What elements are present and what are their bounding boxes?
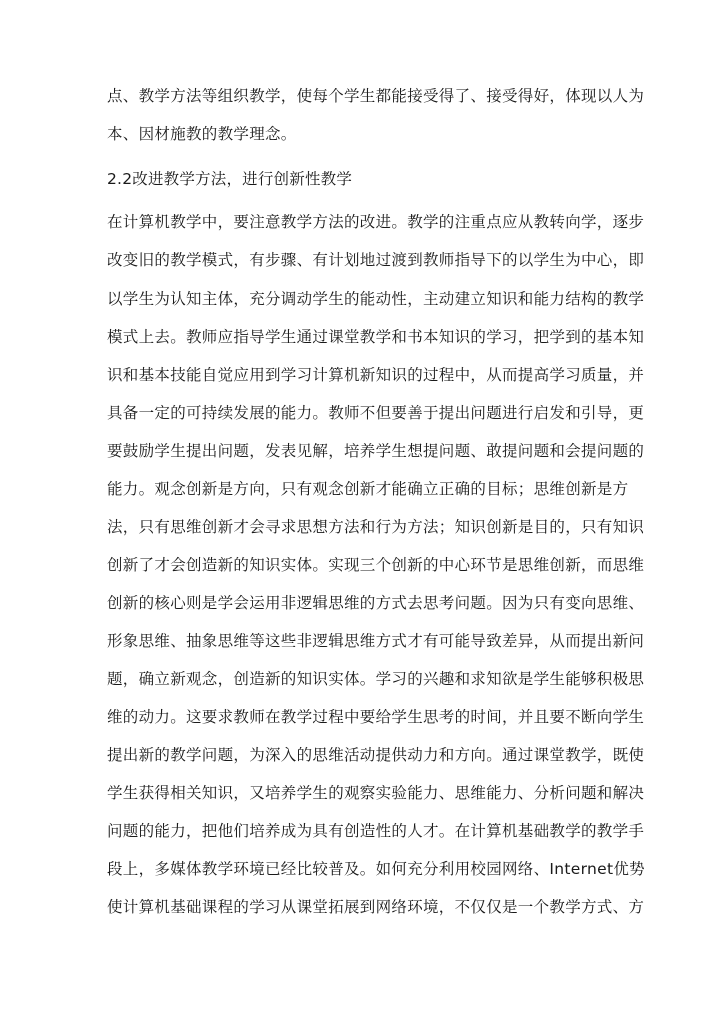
text-line: 提出新的教学问题，为深入的思维活动提供动力和方向。通过课堂教学，既使 bbox=[107, 746, 645, 764]
text-line: 模式上去。教师应指导学生通过课堂教学和书本知识的学习，把学到的基本知 bbox=[107, 328, 645, 346]
text-line: 维的动力。这要求教师在教学过程中要给学生思考的时间，并且要不断向学生 bbox=[107, 708, 645, 726]
text-line: 使计算机基础课程的学习从课堂拓展到网络环境，不仅仅是一个教学方式、方 bbox=[107, 898, 645, 916]
text-line: 题，确立新观念，创造新的知识实体。学习的兴趣和求知欲是学生能够积极思 bbox=[107, 670, 645, 688]
text-line: 要鼓励学生提出问题，发表见解，培养学生想提问题、敢提问题和会提问题的 bbox=[107, 442, 645, 460]
text-line: 具备一定的可持续发展的能力。教师不但要善于提出问题进行启发和引导，更 bbox=[107, 404, 645, 422]
text-line: 形象思维、抽象思维等这些非逻辑思维方式才有可能导致差异，从而提出新问 bbox=[107, 632, 645, 650]
text-line: 改变旧的教学模式，有步骤、有计划地过渡到教师指导下的以学生为中心，即 bbox=[107, 251, 645, 269]
text-line: 法，只有思维创新才会寻求思想方法和行为方法；知识创新是目的，只有知识 bbox=[107, 518, 645, 536]
text-line: 创新的核心则是学会运用非逻辑思维的方式去思考问题。因为只有变向思维、 bbox=[107, 594, 645, 612]
text-line: 识和基本技能自觉应用到学习计算机新知识的过程中，从而提高学习质量，并 bbox=[107, 366, 645, 384]
text-line: 学生获得相关知识，又培养学生的观察实验能力、思维能力、分析问题和解决 bbox=[107, 784, 645, 802]
section-heading: 2.2改进教学方法，进行创新性教学 bbox=[107, 170, 353, 188]
text-line: 在计算机教学中，要注意教学方法的改进。教学的注重点应从教转向学，逐步 bbox=[107, 213, 645, 231]
text-line: 点、教学方法等组织教学，使每个学生都能接受得了、接受得好，体现以人为 bbox=[107, 87, 645, 105]
text-line: 创新了才会创造新的知识实体。实现三个创新的中心环节是思维创新，而思维 bbox=[107, 556, 645, 574]
text-line: 以学生为认知主体，充分调动学生的能动性，主动建立知识和能力结构的教学 bbox=[107, 290, 645, 308]
text-line: 本、因材施教的教学理念。 bbox=[107, 125, 297, 143]
text-line: 问题的能力，把他们培养成为具有创造性的人才。在计算机基础教学的教学手 bbox=[107, 822, 645, 840]
text-line: 段上，多媒体教学环境已经比较普及。如何充分利用校园网络、Internet优势 bbox=[107, 860, 645, 878]
text-line: 能力。观念创新是方向，只有观念创新才能确立正确的目标；思维创新是方 bbox=[107, 480, 629, 498]
